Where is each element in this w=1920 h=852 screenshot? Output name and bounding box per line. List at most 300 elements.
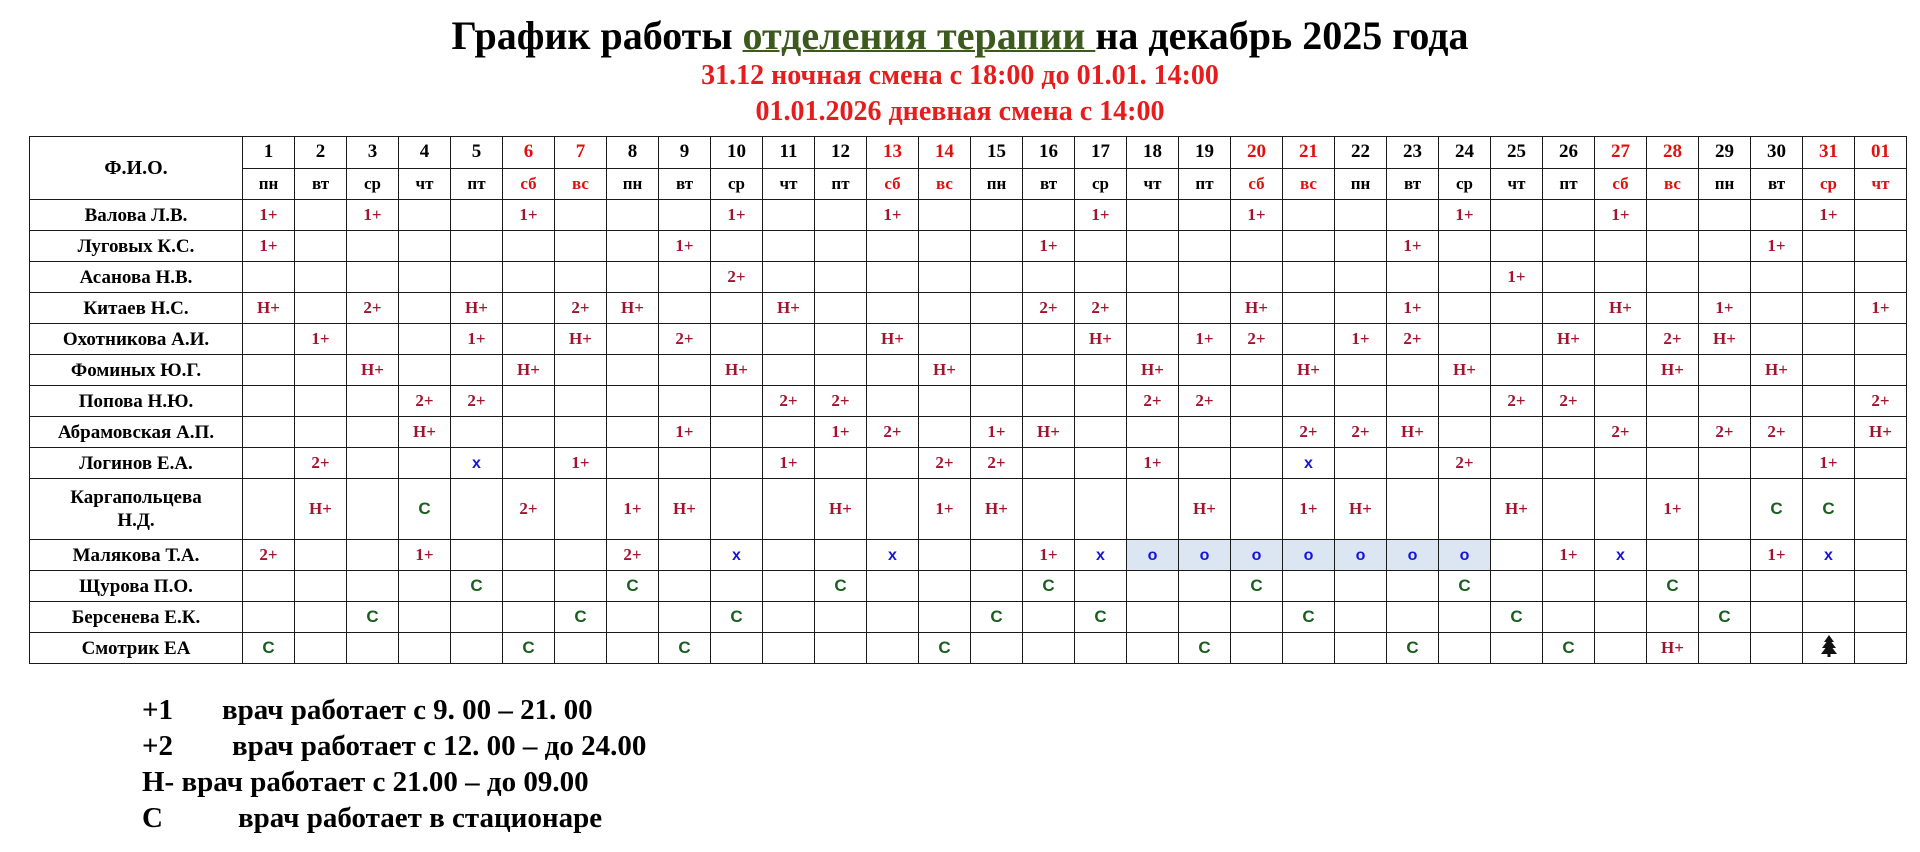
empty-cell: [971, 633, 1023, 664]
empty-cell: [763, 571, 815, 602]
empty-cell: [1543, 448, 1595, 479]
schedule-cell: [1075, 540, 1127, 571]
empty-cell: [867, 231, 919, 262]
empty-cell: [503, 602, 555, 633]
empty-cell: [1075, 355, 1127, 386]
schedule-cell: [711, 200, 763, 231]
empty-cell: [1855, 571, 1907, 602]
empty-cell: [399, 200, 451, 231]
empty-cell: [607, 448, 659, 479]
schedule-cell: [1751, 417, 1803, 448]
empty-cell: [1595, 571, 1647, 602]
schedule-cell: [1699, 293, 1751, 324]
empty-cell: [607, 602, 659, 633]
schedule-table: [29, 136, 1907, 664]
empty-cell: [1595, 231, 1647, 262]
empty-cell: [867, 293, 919, 324]
shift-code: Н+: [933, 360, 956, 379]
weekday-header: ср: [347, 168, 399, 200]
page-title: [0, 10, 1920, 62]
schedule-cell: [1335, 324, 1387, 355]
legend-text: врач работает в стационаре: [238, 802, 603, 834]
day-number-header: 26: [1543, 137, 1595, 169]
empty-cell: [347, 633, 399, 664]
shift-code: Н+: [361, 360, 384, 379]
shift-code: 1+: [1871, 298, 1890, 317]
empty-cell: [1803, 355, 1855, 386]
empty-cell: [919, 231, 971, 262]
weekday-header: вс: [1283, 168, 1335, 200]
empty-cell: [451, 200, 503, 231]
schedule-cell: [399, 417, 451, 448]
empty-cell: [1751, 633, 1803, 664]
empty-cell: [243, 479, 295, 540]
empty-cell: [451, 479, 503, 540]
empty-cell: [867, 571, 919, 602]
shift-code: 1+: [831, 422, 850, 441]
empty-cell: [1075, 386, 1127, 417]
day-number-header: 01: [1855, 137, 1907, 169]
shift-code: С: [1250, 576, 1263, 595]
empty-cell: [1231, 231, 1283, 262]
weekday-header: пн: [1699, 168, 1751, 200]
empty-cell: [659, 386, 711, 417]
schedule-cell: [1699, 417, 1751, 448]
empty-cell: [1075, 231, 1127, 262]
empty-cell: [607, 355, 659, 386]
shift-code: 1+: [259, 236, 278, 255]
shift-code: Н+: [1401, 422, 1424, 441]
shift-code: С: [730, 607, 743, 626]
schedule-cell: [1595, 540, 1647, 571]
empty-cell: [1283, 571, 1335, 602]
empty-cell: [1647, 602, 1699, 633]
weekday-header: вт: [1751, 168, 1803, 200]
schedule-cell: [1283, 417, 1335, 448]
schedule-cell: [243, 231, 295, 262]
schedule-cell: [1283, 355, 1335, 386]
empty-cell: [1387, 355, 1439, 386]
schedule-cell: [347, 200, 399, 231]
shift-code: С: [522, 638, 535, 657]
empty-cell: [971, 231, 1023, 262]
empty-cell: [1127, 417, 1179, 448]
schedule-cell: [1491, 602, 1543, 633]
staff-name: [30, 479, 243, 540]
empty-cell: [1751, 200, 1803, 231]
shift-code: Н+: [1193, 499, 1216, 518]
empty-cell: [867, 262, 919, 293]
legend-item: [142, 764, 646, 800]
empty-cell: [243, 571, 295, 602]
empty-cell: [1647, 200, 1699, 231]
schedule-cell: [295, 448, 347, 479]
schedule-cell: [1127, 448, 1179, 479]
schedule-cell: [1023, 231, 1075, 262]
schedule-cell: [399, 386, 451, 417]
weekday-header: чт: [1127, 168, 1179, 200]
empty-cell: [1075, 571, 1127, 602]
empty-cell: [971, 355, 1023, 386]
schedule-cell: [1231, 324, 1283, 355]
shift-code: С: [262, 638, 275, 657]
schedule-cell: [399, 479, 451, 540]
schedule-cell: [243, 540, 295, 571]
empty-cell: [1595, 479, 1647, 540]
schedule-cell: [1699, 602, 1751, 633]
legend-key: +1: [142, 694, 174, 726]
shift-code: Н+: [777, 298, 800, 317]
schedule-cell: [763, 386, 815, 417]
day-number-header: 30: [1751, 137, 1803, 169]
empty-cell: [1491, 324, 1543, 355]
schedule-cell: [1283, 540, 1335, 571]
weekday-header: чт: [399, 168, 451, 200]
shift-code: С: [366, 607, 379, 626]
empty-cell: [1855, 324, 1907, 355]
empty-cell: [295, 200, 347, 231]
shift-code: 1+: [1091, 205, 1110, 224]
title-department: отделения терапии: [742, 13, 1096, 58]
name-column-header: Ф.И.О.: [30, 137, 243, 200]
empty-cell: [451, 540, 503, 571]
empty-cell: [1543, 231, 1595, 262]
empty-cell: [555, 386, 607, 417]
day-number-header: 21: [1283, 137, 1335, 169]
empty-cell: [1491, 200, 1543, 231]
shift-code: 1+: [311, 329, 330, 348]
schedule-cell: [1647, 355, 1699, 386]
schedule-cell: [503, 633, 555, 664]
shift-code: 1+: [779, 453, 798, 472]
schedule-cell: [1647, 324, 1699, 355]
empty-cell: [919, 571, 971, 602]
shift-code: Н+: [1349, 499, 1372, 518]
weekday-header: ср: [711, 168, 763, 200]
empty-cell: [919, 417, 971, 448]
shift-code: Н+: [1453, 360, 1476, 379]
empty-cell: [243, 355, 295, 386]
shift-code: 1+: [467, 329, 486, 348]
empty-cell: [1699, 200, 1751, 231]
empty-cell: [1647, 540, 1699, 571]
empty-cell: [1387, 602, 1439, 633]
staff-row: [30, 417, 1907, 448]
empty-cell: [1127, 200, 1179, 231]
day-shift-note: 01.01.2026 дневная смена с 14:00: [755, 96, 1165, 127]
shift-code: 1+: [1039, 545, 1058, 564]
empty-cell: [763, 602, 815, 633]
shift-code: о: [1303, 547, 1314, 564]
empty-cell: [1335, 386, 1387, 417]
empty-cell: [815, 262, 867, 293]
empty-cell: [1647, 262, 1699, 293]
empty-cell: [607, 417, 659, 448]
empty-cell: [1023, 479, 1075, 540]
empty-cell: [815, 540, 867, 571]
empty-cell: [1803, 386, 1855, 417]
shift-code: 1+: [675, 422, 694, 441]
empty-cell: [1439, 293, 1491, 324]
empty-cell: [607, 262, 659, 293]
weekday-header: вс: [919, 168, 971, 200]
shift-code: 1+: [935, 499, 954, 518]
weekday-header: пн: [607, 168, 659, 200]
schedule-cell: [919, 479, 971, 540]
empty-cell: [295, 355, 347, 386]
schedule-cell: [1231, 540, 1283, 571]
empty-cell: [1283, 231, 1335, 262]
empty-cell: [1179, 417, 1231, 448]
empty-cell: [1803, 602, 1855, 633]
weekday-header: пн: [971, 168, 1023, 200]
shift-code: 2+: [519, 499, 538, 518]
shift-code: Н+: [465, 298, 488, 317]
empty-cell: [1543, 479, 1595, 540]
empty-cell: [1855, 262, 1907, 293]
schedule-cell: [1075, 293, 1127, 324]
schedule-cell: [1231, 293, 1283, 324]
staff-row: [30, 231, 1907, 262]
empty-cell: [1127, 231, 1179, 262]
schedule-cell: [1335, 417, 1387, 448]
schedule-cell: [1387, 324, 1439, 355]
empty-cell: [243, 448, 295, 479]
shift-code: Н+: [1037, 422, 1060, 441]
schedule-cell: [971, 479, 1023, 540]
empty-cell: [815, 231, 867, 262]
schedule-cell: [1543, 633, 1595, 664]
empty-cell: [659, 262, 711, 293]
schedule-cell: [1023, 293, 1075, 324]
weekday-header: вт: [1387, 168, 1439, 200]
shift-code: Н+: [1609, 298, 1632, 317]
shift-code: С: [938, 638, 951, 657]
shift-code: 2+: [1091, 298, 1110, 317]
shift-code: 1+: [1507, 267, 1526, 286]
empty-cell: [1127, 262, 1179, 293]
legend-text: врач работает с 12. 00 – до 24.00: [232, 730, 647, 762]
empty-cell: [503, 262, 555, 293]
empty-cell: [1699, 540, 1751, 571]
empty-cell: [659, 602, 711, 633]
empty-cell: [1855, 479, 1907, 540]
empty-cell: [1803, 262, 1855, 293]
shift-code: 2+: [1663, 329, 1682, 348]
schedule-cell: [1439, 571, 1491, 602]
shift-code: Н+: [621, 298, 644, 317]
schedule-cell: [659, 417, 711, 448]
empty-cell: [1439, 231, 1491, 262]
shift-code: x: [1304, 455, 1313, 472]
staff-name: Луговых К.С.: [30, 231, 243, 262]
shift-code: x: [732, 547, 741, 564]
shift-code: С: [1198, 638, 1211, 657]
day-number-header: 20: [1231, 137, 1283, 169]
legend-text: врач работает с 9. 00 – 21. 00: [222, 694, 593, 726]
shift-code: о: [1355, 547, 1366, 564]
empty-cell: [659, 540, 711, 571]
shift-code: 2+: [1403, 329, 1422, 348]
legend-key: С: [142, 802, 163, 834]
shift-code: С: [1510, 607, 1523, 626]
schedule-cell: [555, 293, 607, 324]
schedule-cell: [763, 293, 815, 324]
staff-name: Валова Л.В.: [30, 200, 243, 231]
shift-code: С: [470, 576, 483, 595]
weekday-header: пн: [243, 168, 295, 200]
empty-cell: [1231, 602, 1283, 633]
schedule-cell: [867, 200, 919, 231]
schedule-cell: [451, 571, 503, 602]
legend-item: [142, 728, 646, 764]
staff-row: [30, 540, 1907, 571]
schedule-cell: [867, 540, 919, 571]
schedule-cell: [1491, 386, 1543, 417]
shift-code: Н+: [413, 422, 436, 441]
empty-cell: [1231, 479, 1283, 540]
schedule-cell: [1387, 417, 1439, 448]
empty-cell: [399, 324, 451, 355]
empty-cell: [711, 633, 763, 664]
shift-code: 2+: [467, 391, 486, 410]
empty-cell: [1439, 386, 1491, 417]
empty-cell: [295, 540, 347, 571]
schedule-cell: [607, 540, 659, 571]
shift-code: Н+: [829, 499, 852, 518]
staff-name: Попова Н.Ю.: [30, 386, 243, 417]
day-number-header: 18: [1127, 137, 1179, 169]
empty-cell: [1335, 448, 1387, 479]
shift-code: С: [678, 638, 691, 657]
staff-row: [30, 386, 1907, 417]
empty-cell: [555, 355, 607, 386]
empty-cell: [763, 417, 815, 448]
shift-code: 1+: [1351, 329, 1370, 348]
empty-cell: [1543, 293, 1595, 324]
weekday-header: вс: [555, 168, 607, 200]
empty-cell: [1439, 602, 1491, 633]
schedule-cell: [451, 386, 503, 417]
staff-row: [30, 324, 1907, 355]
shift-code: Н+: [1713, 329, 1736, 348]
empty-cell: [1491, 571, 1543, 602]
empty-cell: [1023, 262, 1075, 293]
empty-cell: [763, 200, 815, 231]
schedule-cell: [295, 479, 347, 540]
empty-cell: [451, 417, 503, 448]
shift-code: С: [1406, 638, 1419, 657]
empty-cell: [971, 324, 1023, 355]
shift-code: Н+: [309, 499, 332, 518]
empty-cell: [1335, 262, 1387, 293]
weekday-header: пт: [1543, 168, 1595, 200]
weekday-header: сб: [1231, 168, 1283, 200]
day-number-header: 23: [1387, 137, 1439, 169]
staff-name: Смотрик ЕА: [30, 633, 243, 664]
empty-cell: [1231, 386, 1283, 417]
shift-code: С: [1094, 607, 1107, 626]
empty-cell: [763, 324, 815, 355]
schedule-cell: [451, 293, 503, 324]
empty-cell: [1543, 602, 1595, 633]
shift-code: о: [1459, 547, 1470, 564]
shift-code: Н+: [1557, 329, 1580, 348]
empty-cell: [1335, 602, 1387, 633]
shift-code: С: [1458, 576, 1471, 595]
empty-cell: [919, 386, 971, 417]
empty-cell: [1491, 633, 1543, 664]
shift-code: x: [1824, 547, 1833, 564]
shift-code: 2+: [1195, 391, 1214, 410]
empty-cell: [1855, 200, 1907, 231]
schedule-cell: [1647, 571, 1699, 602]
empty-cell: [763, 540, 815, 571]
shift-code: 1+: [363, 205, 382, 224]
schedule-cell: [1387, 540, 1439, 571]
shift-code: 2+: [779, 391, 798, 410]
shift-code: 2+: [1507, 391, 1526, 410]
empty-cell: [451, 355, 503, 386]
empty-cell: [919, 262, 971, 293]
shift-code: Н+: [673, 499, 696, 518]
staff-row: [30, 633, 1907, 664]
empty-cell: [1855, 231, 1907, 262]
empty-cell: [1699, 571, 1751, 602]
shift-code: 1+: [883, 205, 902, 224]
day-number-header: 3: [347, 137, 399, 169]
staff-row: [30, 602, 1907, 633]
empty-cell: [1491, 417, 1543, 448]
empty-cell: [1751, 293, 1803, 324]
shift-code: 2+: [675, 329, 694, 348]
empty-cell: [1231, 417, 1283, 448]
shift-code: 1+: [519, 205, 538, 224]
weekday-header: чт: [1855, 168, 1907, 200]
schedule-cell: [1855, 417, 1907, 448]
empty-cell: [815, 293, 867, 324]
empty-cell: [1127, 324, 1179, 355]
shift-code: 1+: [1663, 499, 1682, 518]
shift-code: 1+: [1299, 499, 1318, 518]
empty-cell: [711, 293, 763, 324]
schedule-cell: [815, 479, 867, 540]
schedule-cell: [451, 324, 503, 355]
empty-cell: [1023, 633, 1075, 664]
empty-cell: [347, 448, 399, 479]
empty-cell: [763, 231, 815, 262]
day-number-header: 16: [1023, 137, 1075, 169]
shift-code: 2+: [1715, 422, 1734, 441]
staff-name: Китаев Н.С.: [30, 293, 243, 324]
empty-cell: [1439, 479, 1491, 540]
staff-name-line: Каргапольцева: [70, 487, 202, 508]
schedule-cell: [1751, 355, 1803, 386]
schedule-cell: [1491, 262, 1543, 293]
staff-row: [30, 262, 1907, 293]
day-number-header: 31: [1803, 137, 1855, 169]
schedule-cell: [1595, 200, 1647, 231]
empty-cell: [1595, 262, 1647, 293]
shift-code: о: [1407, 547, 1418, 564]
schedule-cell: [555, 448, 607, 479]
empty-cell: [815, 355, 867, 386]
shift-code: Н+: [985, 499, 1008, 518]
legend-key: Н-: [142, 766, 175, 798]
shift-code: 2+: [259, 545, 278, 564]
empty-cell: [1387, 571, 1439, 602]
day-number-header: 10: [711, 137, 763, 169]
